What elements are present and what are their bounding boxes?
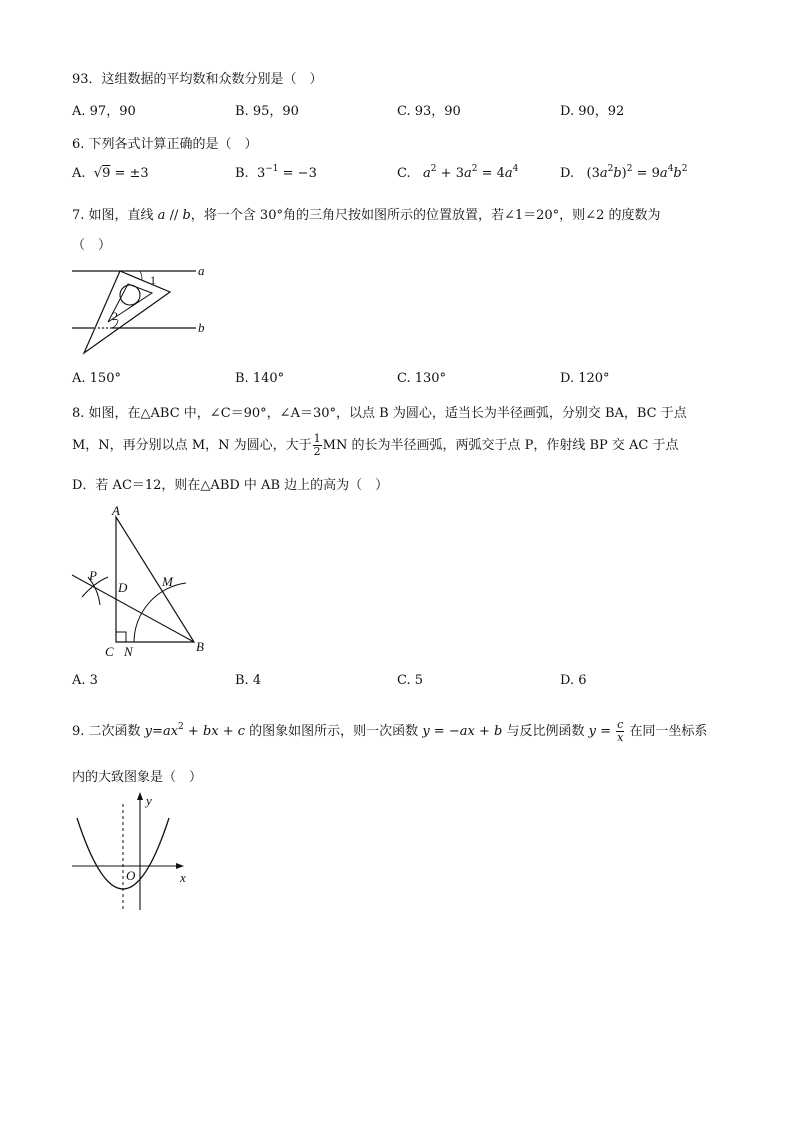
q7-figure bbox=[72, 262, 222, 358]
q9-inverse-formula: y = $\frac{c}{x}$ bbox=[588, 718, 624, 744]
q8-label-b: B bbox=[196, 639, 204, 654]
q8-figure bbox=[72, 503, 212, 658]
q6-option-d-label: D. bbox=[560, 166, 575, 181]
q9-stem-part2: 的图象如图所示，则一次函数 bbox=[245, 724, 423, 739]
q8-frac-denominator: 2 bbox=[313, 445, 321, 458]
q9-quadratic-formula: $y=ax^2$ + bx + c bbox=[144, 722, 246, 739]
q7-option-d[interactable]: D. 120° bbox=[560, 371, 610, 386]
q6-option-b[interactable] bbox=[235, 166, 317, 181]
q7-stem-line2: （ ） bbox=[72, 238, 112, 253]
q9-label-x: x bbox=[180, 870, 186, 885]
q8-stem-line1: 8. 如图，在△ABC 中，∠C＝90°，∠A＝30°，以点 B 为圆心，适当长为半径画弧，分别交 BA，BC 于点 bbox=[72, 406, 687, 421]
q5-option-a[interactable]: A. 97，90 bbox=[72, 104, 136, 119]
q8-label-p: P bbox=[89, 568, 97, 583]
q8-stem-part: M，N，再分别以点 M，N 为圆心，大于 bbox=[72, 438, 312, 453]
q8-option-a[interactable]: A. 3 bbox=[72, 673, 98, 688]
q5-stem: 93．这组数据的平均数和众数分别是（ ） bbox=[72, 72, 323, 87]
q8-option-d[interactable]: D. 6 bbox=[560, 673, 587, 688]
q9-x-arrow bbox=[176, 863, 184, 869]
q7-label-a: a bbox=[198, 263, 205, 278]
q8-label-c: C bbox=[105, 644, 114, 659]
q7-option-a[interactable]: A. 150° bbox=[72, 371, 121, 386]
q8-right-angle-mark bbox=[116, 632, 126, 642]
q6-option-a[interactable] bbox=[72, 166, 149, 181]
q8-label-n: N bbox=[124, 644, 133, 659]
q7-option-b[interactable]: B. 140° bbox=[235, 371, 285, 386]
q5-option-b[interactable]: B. 95，90 bbox=[235, 104, 299, 119]
q8-frac-numerator: 1 bbox=[313, 432, 321, 445]
q8-stem-line3: D．若 AC＝12，则在△ABD 中 AB 边上的高为（ ） bbox=[72, 478, 389, 493]
q5-option-c[interactable]: C. 93，90 bbox=[397, 104, 461, 119]
q8-label-d: D bbox=[118, 580, 128, 595]
q7-label-1: 1 bbox=[150, 273, 156, 287]
q8-label-a: A bbox=[112, 503, 120, 518]
q5-option-d[interactable]: D. 90，92 bbox=[560, 104, 625, 119]
q8-option-c[interactable]: C. 5 bbox=[397, 673, 424, 688]
q7-label-2: 2 bbox=[112, 309, 118, 323]
q6-option-a-formula: √9 = ±3 bbox=[89, 166, 149, 181]
q7-parallel-sign: // bbox=[165, 208, 183, 223]
q6-option-c[interactable] bbox=[397, 166, 518, 181]
q8-triangle-abc bbox=[116, 517, 194, 642]
q9-stem-part3: 与反比例函数 bbox=[502, 724, 589, 739]
q7-stem-part: 7. 如图，直线 bbox=[72, 208, 158, 223]
q9-stem-part1: 9. 二次函数 bbox=[72, 724, 145, 739]
q9-linear-formula: y = −ax + b bbox=[422, 724, 503, 739]
q9-figure bbox=[72, 792, 202, 914]
q6-option-c-label: C. bbox=[397, 166, 411, 181]
q9-stem-part4: 在同一坐标系 bbox=[625, 724, 708, 739]
q6-option-b-label: B. bbox=[235, 166, 249, 181]
q6-option-c-formula: $a^2 + 3a^2 = 4a^4$ bbox=[423, 164, 519, 181]
q6-option-a-label: A. bbox=[72, 166, 86, 181]
q7-triangle-hole bbox=[120, 285, 140, 305]
q6-option-d-formula: $(3a^2b)^2 = 9a^4b^2$ bbox=[578, 164, 688, 181]
q6-option-d[interactable] bbox=[560, 166, 687, 181]
q7-label-b: b bbox=[198, 320, 205, 335]
q8-label-m: M bbox=[162, 574, 173, 589]
q8-stem-rest: MN 的长为半径画弧，两弧交于点 P，作射线 BP 交 AC 于点 bbox=[322, 438, 679, 453]
q6-option-b-formula: $3^{-1} = -3$ bbox=[252, 164, 317, 181]
q9-stem-line1 bbox=[72, 719, 707, 744]
q8-fraction bbox=[313, 433, 322, 458]
q7-stem-rest: ，将一个含 30°角的三角尺按如图所示的位置放置，若∠1＝20°，则∠2 的度数为 bbox=[190, 208, 661, 223]
q7-triangle-outer bbox=[84, 271, 170, 353]
q9-label-o: O bbox=[126, 868, 136, 883]
q8-option-b[interactable]: B. 4 bbox=[235, 673, 262, 688]
q7-option-c[interactable]: C. 130° bbox=[397, 371, 447, 386]
q7-line-b-ref: b bbox=[182, 208, 191, 223]
q8-stem-line2 bbox=[72, 433, 679, 458]
q9-y-arrow bbox=[137, 792, 143, 800]
q9-label-y: y bbox=[146, 793, 152, 808]
q7-line-a-ref: a bbox=[157, 208, 166, 223]
q9-stem-line2: 内的大致图象是（ ） bbox=[72, 770, 203, 785]
q7-stem-line1 bbox=[72, 204, 660, 223]
q6-stem: 6. 下列各式计算正确的是（ ） bbox=[72, 137, 258, 152]
q7-angle1-arc bbox=[140, 271, 142, 280]
